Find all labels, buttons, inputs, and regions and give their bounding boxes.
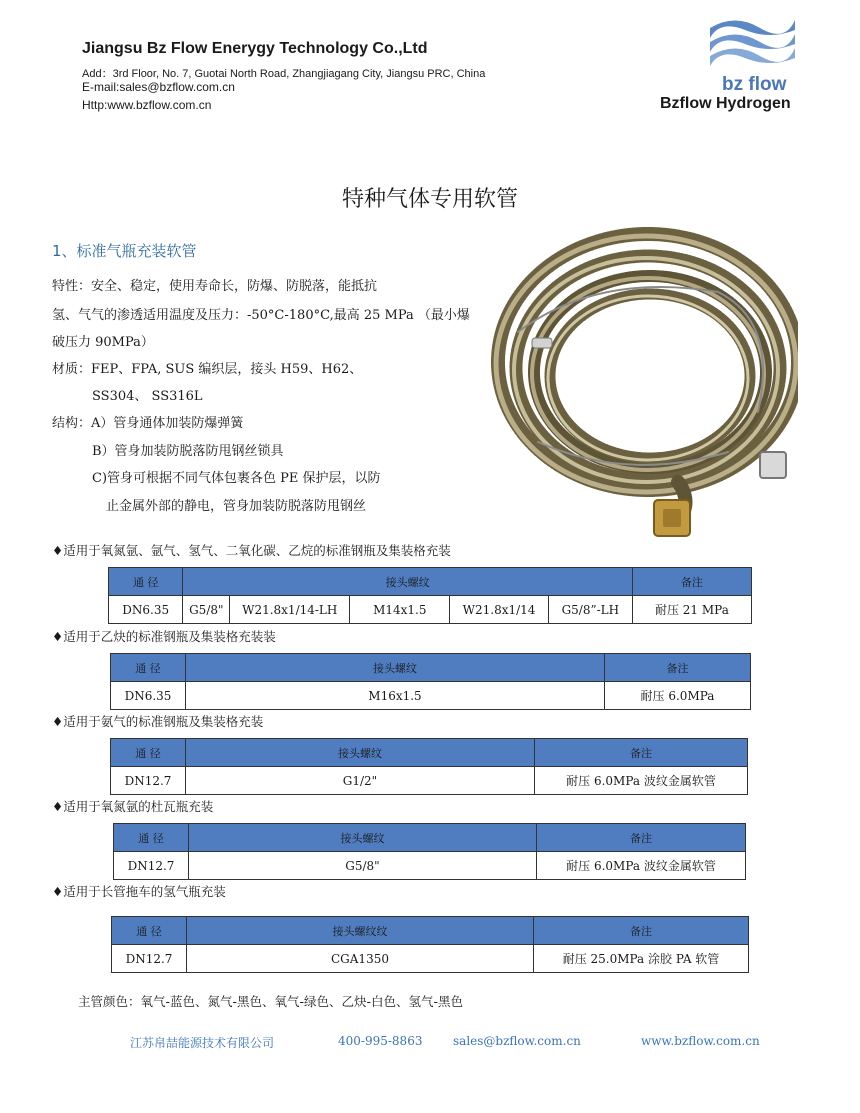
note-header: 备注 — [537, 824, 746, 852]
diameter-header: 通 径 — [111, 654, 186, 682]
table1-caption: ♦适用于氧氮氩、氩气、氢气、二氧化碳、乙烷的标准钢瓶及集装格充装 — [52, 543, 451, 558]
structure-a: 结构：A）管身通体加装防爆弹簧 — [52, 416, 244, 431]
section-title: 1、标准气瓶充装软管 — [52, 242, 197, 260]
structure-c-2: 止金属外部的静电，管身加装防脱落防甩钢丝 — [106, 499, 367, 514]
footer-website[interactable]: www.bzflow.com.cn — [641, 1034, 760, 1048]
brand-name: Bzflow Hydrogen — [660, 95, 791, 112]
structure-c-1: C)管身可根据不同气体包裹各色 PE 保护层，以防 — [92, 471, 381, 486]
thread-header: 接头螺纹 — [189, 824, 537, 852]
note-header: 备注 — [605, 654, 751, 682]
diameter-cell: DN6.35 — [109, 596, 183, 624]
note-cell: 耐压 6.0MPa 波纹金属软管 — [537, 852, 746, 880]
note-cell: 耐压 25.0MPa 涂胶 PA 软管 — [534, 945, 749, 973]
thread-cell: M14x1.5 — [350, 596, 450, 624]
thread-header: 接头螺纹 — [183, 568, 632, 596]
thread-header: 接头螺纹 — [186, 654, 605, 682]
company-website: Http:www.bzflow.com.cn — [82, 98, 212, 112]
hose-colors: 主管颜色：氧气-蓝色、氮气-黑色、氧气-绿色、乙炔-白色、氢气-黑色 — [78, 994, 464, 1009]
logo-text: bz flow — [722, 74, 787, 95]
feature-line-3: 破压力 90MPa） — [52, 335, 154, 350]
note-header: 备注 — [535, 739, 748, 767]
thread-cell: G5/8" — [189, 852, 537, 880]
thread-cell: G5/8" — [183, 596, 230, 624]
thread-cell: M16x1.5 — [186, 682, 605, 710]
company-address: Add：3rd Floor, No. 7, Guotai North Road, Zhangjiagang City, Jiangsu PRC, China — [82, 68, 486, 80]
table5-caption: ♦适用于长管拖车的氢气瓶充装 — [52, 884, 226, 899]
diameter-header: 通 径 — [114, 824, 189, 852]
feature-line-1: 特性：安全、稳定，使用寿命长，防爆、防脱落，能抵抗 — [52, 279, 378, 294]
thread-header: 接头螺纹 — [186, 739, 535, 767]
thread-cell: W21.8x1/14-LH — [230, 596, 350, 624]
diameter-header: 通 径 — [111, 739, 186, 767]
thread-header: 接头螺纹纹 — [187, 917, 534, 945]
thread-cell: CGA1350 — [187, 945, 534, 973]
hose-product-image — [478, 212, 798, 542]
company-email: E-mail:sales@bzflow.com.cn — [82, 80, 235, 94]
note-cell: 耐压 6.0MPa 波纹金属软管 — [535, 767, 748, 795]
spec-table-4 — [113, 823, 746, 880]
diameter-header: 通 径 — [112, 917, 187, 945]
note-cell: 耐压 21 MPa — [632, 596, 751, 624]
diameter-cell: DN12.7 — [114, 852, 189, 880]
note-cell: 耐压 6.0MPa — [605, 682, 751, 710]
footer-email[interactable]: sales@bzflow.com.cn — [453, 1034, 581, 1048]
structure-b: B）管身加装防脱落防甩钢丝锁具 — [92, 444, 284, 459]
spec-table-1 — [108, 567, 752, 624]
feature-line-2: 氢、气气的渗透适用温度及压力：-50°C-180°C,最高 25 MPa （最小爆 — [52, 308, 470, 323]
material-line-2: SS304、 SS316L — [92, 389, 203, 404]
table4-caption: ♦适用于氧氮氩的杜瓦瓶充装 — [52, 799, 214, 814]
material-line-1: 材质：FEP、FPA, SUS 编织层，接头 H59、H62、 — [52, 362, 363, 377]
thread-cell: W21.8x1/14 — [450, 596, 548, 624]
thread-cell: G5/8”-LH — [548, 596, 632, 624]
company-name: Jiangsu Bz Flow Enerygy Technology Co.,Ltd — [82, 40, 428, 57]
table2-caption: ♦适用于乙炔的标准钢瓶及集装格充装装 — [52, 629, 276, 644]
diameter-cell: DN12.7 — [112, 945, 187, 973]
page-title: 特种气体专用软管 — [341, 187, 518, 212]
footer-phone: 400-995-8863 — [338, 1034, 423, 1048]
note-header: 备注 — [534, 917, 749, 945]
bzflow-logo — [700, 8, 800, 96]
diameter-header: 通 径 — [109, 568, 183, 596]
spec-table-5 — [111, 916, 749, 973]
spec-table-2 — [110, 653, 751, 710]
diameter-cell: DN6.35 — [111, 682, 186, 710]
note-header: 备注 — [632, 568, 751, 596]
spec-table-3 — [110, 738, 748, 795]
footer-company: 江苏帛喆能源技术有限公司 — [130, 1036, 275, 1050]
thread-cell: G1/2" — [186, 767, 535, 795]
diameter-cell: DN12.7 — [111, 767, 186, 795]
table3-caption: ♦适用于氨气的标准钢瓶及集装格充装 — [52, 714, 264, 729]
